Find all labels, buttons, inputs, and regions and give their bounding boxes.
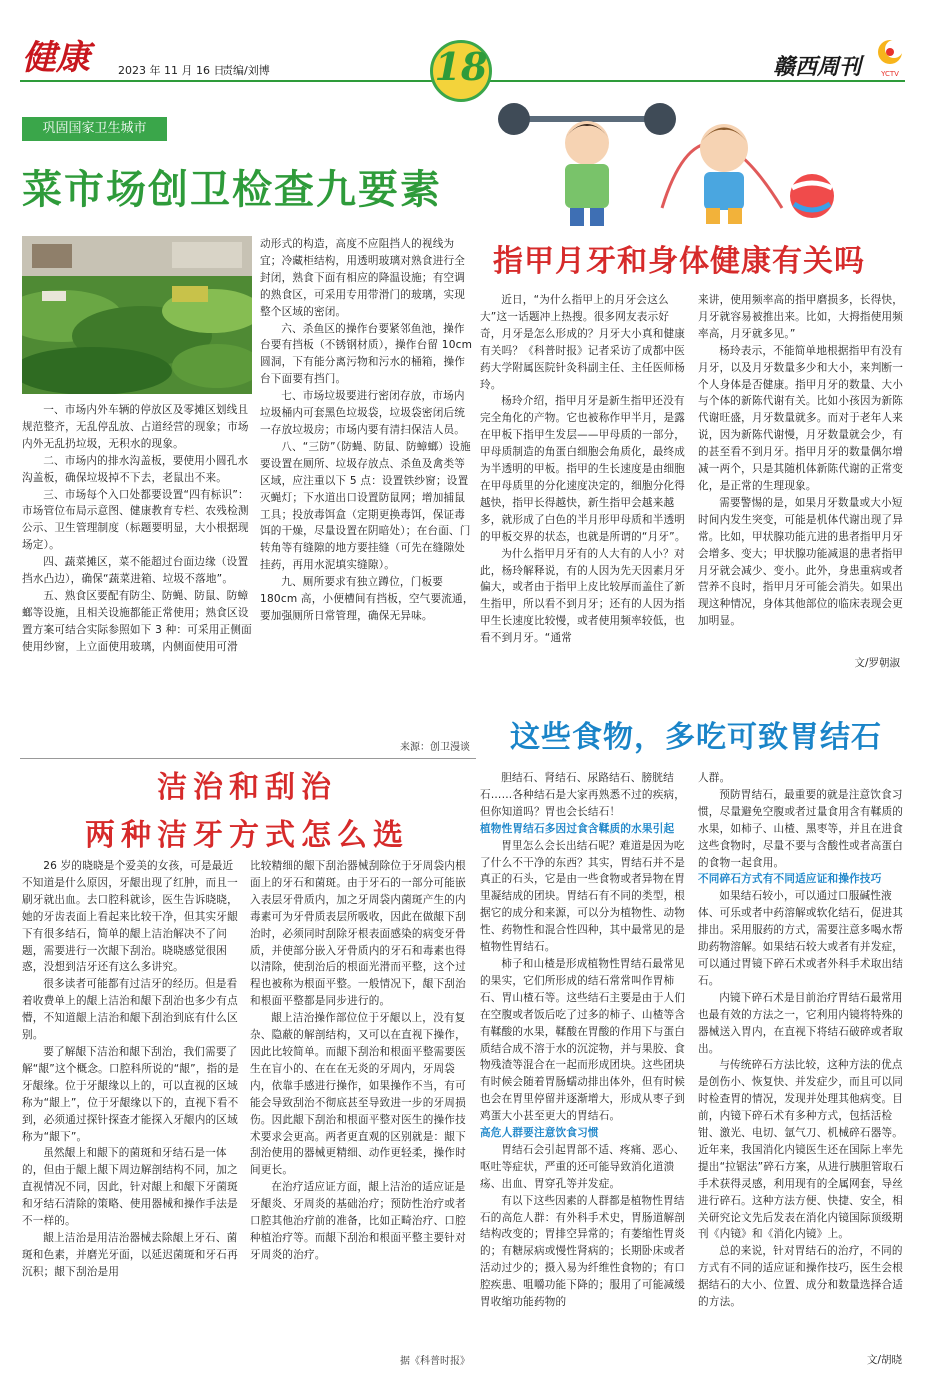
paragraph: 龈上洁治是用洁治器械去除龈上牙石、菌斑和色素，并磨光牙面，以延迟菌斑和牙石再沉积；龈下刮治是用	[22, 1231, 238, 1278]
paragraph: 杨玲介绍，指甲月牙是新生指甲还没有完全角化的产物。它也被称作甲半月，是露在甲板下指甲生发层——甲母质的一部分，甲母质制造的角蛋白细胞会角质化，最终成为半透明的甲板。指甲的生长速度是由细胞在甲母质里的分化速度决定的，细胞分化得越快，指甲长得越快，新生指甲会越来越多，就形成了白色的半月形甲母质和半透明的甲板交界的状态，也就是所谓的“月牙”。	[480, 395, 686, 543]
page-number: 18	[434, 44, 488, 89]
paragraph: 有以下这些因素的人群都是植物性胃结石的高危人群：有外科手术史，胃肠道解剖结构改变的；胃排空异常的；有萎缩性胃炎的；有糖尿病或慢性肾病的；长期卧床或者活动过少的；摄入易为纤维性食物的；有口腔疾患、咀嚼功能下降的；服用了可能减缓胃收缩功能药物的	[480, 1194, 686, 1309]
headline-nail: 指甲月牙和身体健康有关吗	[493, 244, 865, 279]
paragraph: 与传统碎石方法比较，这种方法的优点是创伤小、恢复快、并发症少，而且可以同时检查胃的情况，发现并处理其他病变。目前，内镜下碎石术有多种方式，包括活检钳、激光、电切、氩气刀、机械碎石器等。近年来，我国消化内镜医生还在国际上率先提出“拉锯法”碎石方案，从进行胰胆管取石手术获得灵感，利用现有的全属网套，导丝进行碎石。这种方法方便、快捷、安全，相关研究论文先后发表在消化内镜国际顶级期刊《内镜》和《消化内镜》上。	[698, 1059, 904, 1241]
paragraph: 比较精细的龈下刮治器械刮除位于牙周袋内根面上的牙石和菌斑。由于牙石的一部分可能嵌入表层牙骨质内，加之牙周袋内菌斑产生的内毒素可为牙骨质表层所吸收，因此在做龈下刮治时，必须同时刮除牙根表面感染的病变牙骨质，并使部分嵌入牙骨质内的牙石和毒素也得以清除，使刮治后的根面光滑而平整，这个过程也被称为根面平整。一般情况下，龈下刮治和根面平整都是同步进行的。	[250, 860, 466, 1008]
headline-teeth-line1: 洁治和刮治	[157, 770, 337, 805]
teeth-article-col1	[22, 858, 240, 1363]
paragraph: 胃里怎么会长出结石呢？难道是因为吃了什么不干净的东西？其实，胃结石并不是真正的石头，它是由一些食物或者异物在胃里凝结成的团块。胃结石有不同的类型，根据它的成分和来源，可以分为植物性、动物性、药物性和混合性四种，其中最常见的是植物性胃结石。	[480, 839, 686, 954]
paragraph: 要了解龈下洁治和龈下刮治，我们需要了解“龈”这个概念。口腔科所说的“龈”，指的是牙龈缘。位于牙龈缘以上的，可以直视的区域称为“龈上”，位于牙龈缘以下的，直视下看不到，必须通过探针探查才能探入牙龈内的区域称为“龈下”。	[22, 1045, 240, 1143]
section-divider	[20, 758, 476, 759]
yctv-logo-icon	[876, 38, 904, 78]
subheading: 不同碎石方式有不同适应证和操作技巧	[698, 873, 882, 886]
paragraph: 五、熟食区要配有防尘、防蝇、防鼠、防蟑螂等设施，且相关设施都能正常使用；熟食区设置方案可结合实际参照如下 3 种：可采用正侧面使用纱窗，上立面使用玻璃，内侧面使用可滑	[22, 589, 252, 653]
headline-market: 菜市场创卫检查九要素	[22, 167, 442, 213]
paragraph: 很多读者可能都有过洁牙的经历。但是看着收费单上的龈上洁治和龈下刮治也多少有点懵，不知道龈上洁治和龈下刮治到底有什么区别。	[22, 978, 238, 1042]
paragraph: 需要警惕的是，如果月牙数量或大小短时间内发生突变，可能是机体代谢出现了异常。比如，甲状腺功能亢进的患者指甲月牙会增多、变大；甲状腺功能减退的患者指甲月牙就会减少、变小。此外，身患重病或者营养不良时，指甲月牙可能会消失。如果出现这种情况，身体其他部位的临床表现会更加明显。	[698, 496, 904, 628]
topic-tag: 巩固国家卫生城市	[22, 117, 167, 141]
teeth-source: 据《科普时报》	[400, 1356, 470, 1367]
section-name: 健康	[22, 38, 90, 78]
paragraph: 四、蔬菜摊区，菜不能超过台面边缘（设置挡水凸边），确保“蔬菜进箱、垃圾不落地”。	[22, 556, 249, 586]
paragraph: 一、市场内外车辆的停放区及零摊区划线且规范整齐，无乱停乱放、占道经营的现象；市场内外无乱扔垃圾，无积水的现象。	[22, 404, 249, 450]
paragraph: 二、市场内的排水沟盖板，要使用小圆孔水沟盖板，确保垃圾掉不下去，老鼠出不来。	[22, 454, 249, 484]
nail-author: 文/罗朝淑	[854, 657, 900, 669]
paragraph: 杨玲表示，不能简单地根据指甲有没有月牙，以及月牙数量多少和大小，来判断一个人身体是否健康。指甲月牙的数量、大小与个体的新陈代谢有关。比如小孩因为新陈代谢旺盛，月牙数量就多。而对于老年人来说，因为新陈代谢慢，月牙数量就会少，有的甚至看不到月牙。指甲月牙的数量偶尔增减一两个，只是其随机体新陈代谢的正常变化，是正常的生理现象。	[698, 344, 904, 492]
kids-exercise-illustration	[492, 88, 902, 228]
issue-date: 2023 年 11 月 16 日	[118, 64, 225, 77]
paragraph: 七、市场垃圾要进行密闭存放，市场内垃圾桶内可套黑色垃圾袋，垃圾袋密闭后统一存放垃圾房；市场内要有清扫保洁人员。	[260, 390, 466, 436]
paragraph: 胆结石、肾结石、尿路结石、膀胱结石……各种结石是大家再熟悉不过的疾病，但你知道吗？胃也会长结石！	[480, 772, 686, 818]
paragraph: 总的来说，针对胃结石的治疗，不同的方式有不同的适应证和操作技巧，医生会根据结石的大小、位置、成分和数量选择合适的方法。	[698, 1245, 904, 1309]
nail-article-col1	[480, 292, 690, 670]
paragraph: 龈上洁治操作部位位于牙龈以上，没有复杂、隐蔽的解剖结构，又可以在直视下操作，因此比较简单。而龈下刮治和根面平整需要医生在盲小的、在在在无炎的牙周内，牙周袋内，依靠手感进行操作，如果操作不当，有可能会导致刮治不彻底甚至导致进一步的牙周损伤。因此龈下刮治和根面平整对医生的操作技术要求会更高。两者更直观的区别就是：龈下刮治使用的器械更精细、动作更轻柔，操作时间更长。	[250, 1012, 466, 1177]
paragraph: 六、杀鱼区的操作台要紧邻鱼池，操作台要有挡板（不锈钢材质），操作台留 10cm 圆洞，下有能分离污物和污水的桶箱，操作台下面要有挡门。	[260, 322, 473, 386]
paragraph: 预防胃结石，最重要的就是注意饮食习惯，尽量避免空腹或者过量食用含有鞣质的水果，如柿子、山楂、黑枣等，并且在进食这些食物时，尽量不要与含酸性或者高蛋白的食物一起食用。	[698, 788, 904, 869]
food-author: 文/胡晓	[866, 1354, 902, 1366]
market-source: 来源：创卫漫谈	[400, 742, 470, 753]
paragraph: 如果结石较小，可以通过口服碱性液体、可乐或者中药溶解或软化结石，促进其排出。采用服药的方式，需要注意多喝水帮助药物溶解。如果结石较大或者有并发症，可以通过胃镜下碎石术或者外科手术取出结石。	[698, 890, 904, 987]
food-article-col1	[480, 770, 690, 1370]
food-article-col2	[698, 770, 906, 1354]
paragraph: 动形式的构造，高度不应阻挡人的视线为宜；冷藏柜结构，用透明玻璃对熟食进行全封闭，熟食下面有相应的降温设施；有空调的熟食区，可采用专用带滑门的玻璃，实现整个区域的密闭。	[260, 238, 466, 318]
paper-name: 赣西周刊	[773, 54, 862, 80]
teeth-article-col2	[250, 858, 470, 1348]
headline-food: 这些食物，多吃可致胃结石	[510, 720, 882, 755]
vegetable-market-photo	[22, 236, 252, 394]
paragraph: 内镜下碎石术是目前治疗胃结石最常用也最有效的方法之一，它利用内镜将特殊的器械送入胃内，在直视下将结石破碎或者取出。	[698, 991, 904, 1055]
market-article-col2	[260, 236, 474, 736]
paragraph: 来讲，使用频率高的指甲磨损多，长得快，月牙就容易被推出来。比如，大拇指使用频率高，月牙就多见。”	[698, 294, 904, 340]
paragraph: 胃结石会引起胃部不适、疼痛、恶心、呕吐等症状，严重的还可能导致消化道溃疡、出血、胃穿孔等并发症。	[480, 1143, 685, 1190]
headline-teeth-line2: 两种洁牙方式怎么选	[85, 818, 409, 853]
logo-text: YCTV	[881, 70, 899, 78]
paragraph: 九、厕所要求有独立蹲位，门板要 180cm 高，小便槽间有挡板，空气要流通，要加强厕所日常管理，确保无异味。	[260, 576, 474, 622]
subheading: 植物性胃结石多因过食含鞣质的水果引起	[480, 822, 675, 835]
market-article-col1	[22, 402, 252, 750]
paragraph: 八、“三防”（防蝇、防鼠、防蟑螂）设施要设置在厕所、垃圾存放点、杀鱼及禽类等区域，应注重以下 5 点：设置铁纱窗；设置灭蝇灯；下水道出口设置防鼠网；增加捕鼠工具；投放毒饵盒（定期更换毒饵，保证毒饵的干燥，尽量设置在阴暗处）；在台面、门转角等有缝隙的地方要挂缝（可先在缝隙处挂药，再用水泥填实缝隙）。	[260, 440, 471, 572]
paragraph: 26 岁的晓晓是个爱美的女孩，可是最近不知道是什么原因，牙龈出现了红肿，而且一刷牙就出血。去口腔科就诊，医生告诉晓晓，她的牙齿表面上看起来比较干净，但其实牙龈下有很多结石，简单的龈上洁治解决不了问题，需要进行一次龈下刮治。晓晓感觉很困惑，没想到洁牙还有这么多讲究。	[22, 860, 238, 974]
paragraph: 近日，“为什么指甲上的月牙会这么大”这一话题冲上热搜。很多网友表示好奇，月牙是怎么形成的？月牙大小真和健康有关吗？《科普时报》记者采访了成都中医药大学附属医院针灸科副主任、主任医师杨玲。	[480, 294, 686, 391]
paragraph: 人群。	[698, 772, 731, 784]
subheading: 高危人群要注意饮食习惯	[480, 1127, 599, 1140]
paragraph: 在治疗适应证方面，龈上洁治的适应证是牙龈炎、牙周炎的基础治疗；预防性治疗或者口腔其他治疗前的准备，比如正畸治疗、口腔种植治疗等。而龈下刮治和根面平整主要针对牙周炎的治疗。	[250, 1181, 466, 1261]
editor-credit: 责编/刘博	[222, 64, 270, 77]
paragraph: 三、市场每个入口处都要设置“四有标识”：市场管位布局示意图、健康教育专栏、农残检测公示、卫生管理制度（标题要明显，大小根据现场定）。	[22, 488, 249, 552]
paragraph: 为什么指甲月牙有的人大有的人小？对此，杨玲解释说，有的人因为先天因素月牙偏大，或者由于指甲上皮比较厚而盖住了新生指甲，所以看不到月牙；还有的人因为指甲生长速度比较慢，或者使用频率较低，也看不到月牙。“通常	[480, 547, 686, 645]
paragraph: 柿子和山楂是形成植物性胃结石最常见的果实，它们所形成的结石常常叫作胃柿石、胃山楂石等。这些结石主要是由于人们在空腹或者饭后吃了过多的柿子、山楂等含有鞣酸的水果，鞣酸在胃酸的作用下与蛋白质结合成不溶于水的沉淀物，并与果胶、食物残渣等混合在一起而形成团块。这些团块有时候会随着胃肠蠕动排出体外，但有时候也会在胃里停留并逐渐增大，形成从枣子到鸡蛋大小甚至更大的胃结石。	[480, 957, 686, 1123]
paragraph: 虽然龈上和龈下的菌斑和牙结石是一体的，但由于龈上龈下周边解剖结构不同，加之直视情况不同，因此，针对龈上和龈下牙菌斑和牙结石清除的策略、使用器械和操作手法是不一样的。	[22, 1147, 238, 1228]
nail-article-col2	[698, 292, 906, 642]
